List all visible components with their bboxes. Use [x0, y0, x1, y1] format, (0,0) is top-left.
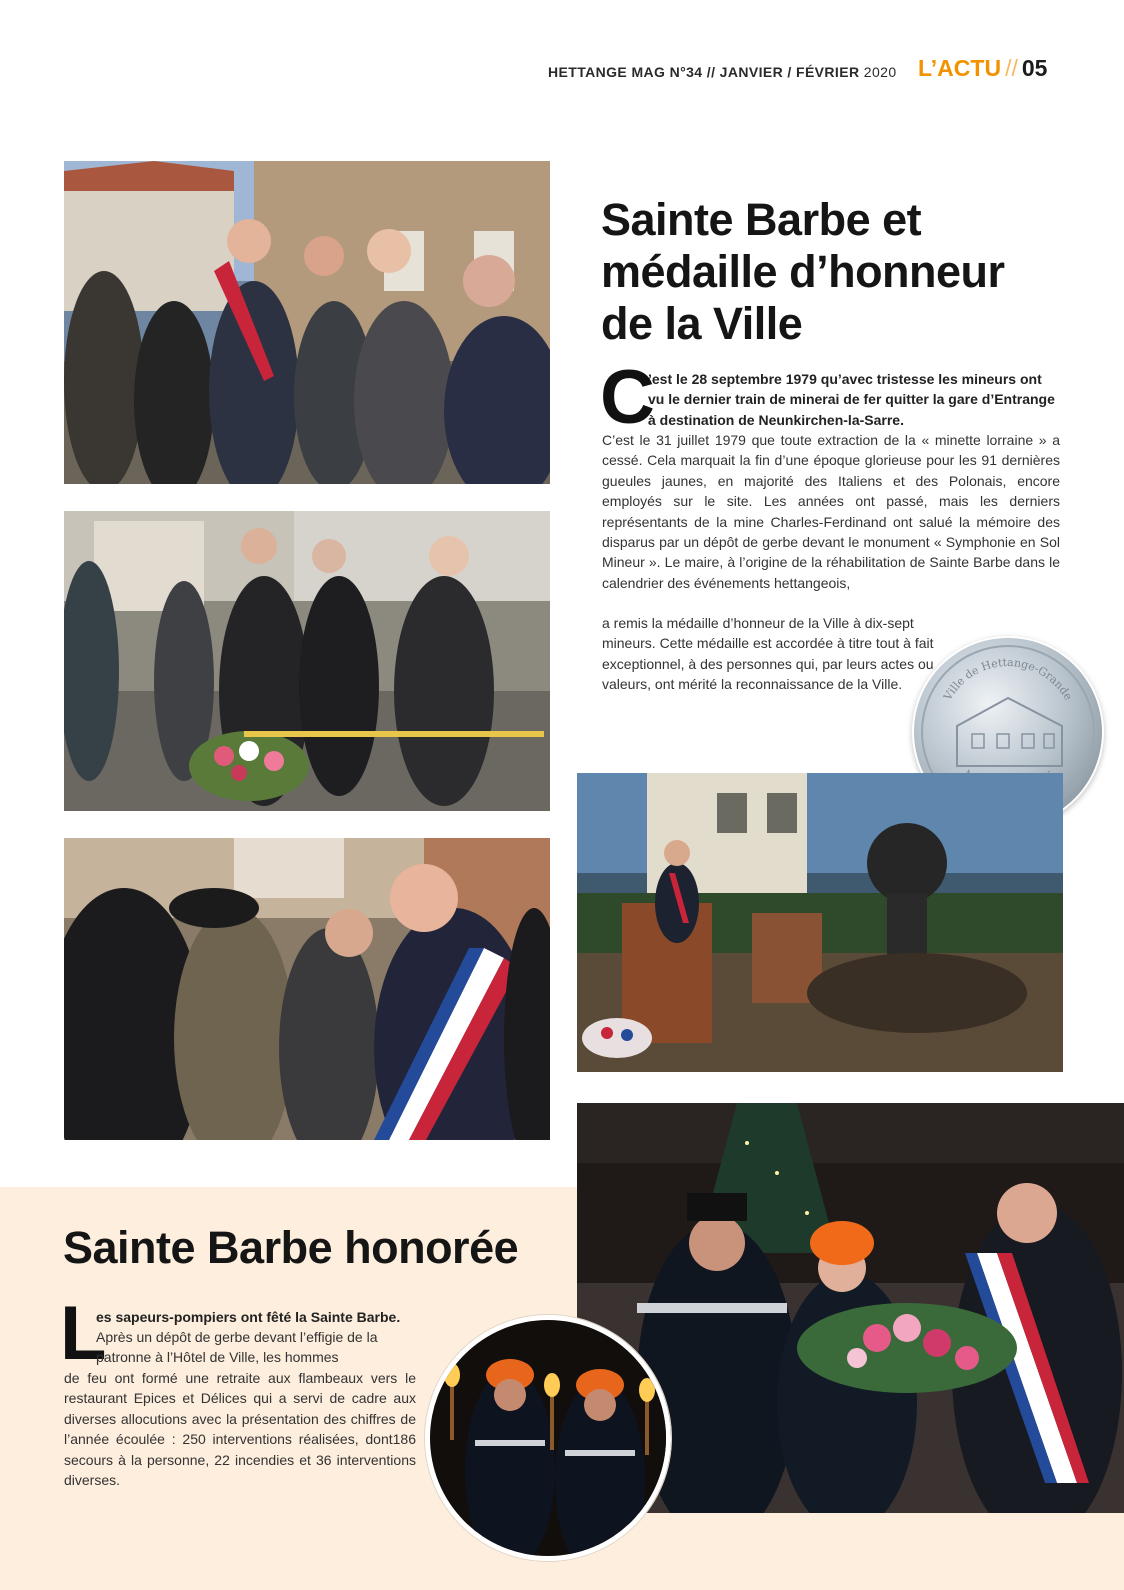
- title-line: de la Ville: [601, 298, 803, 349]
- article-title-sainte-barbe-honoree: Sainte Barbe honorée: [63, 1222, 519, 1273]
- article-title-sainte-barbe-medaille: [601, 194, 1071, 350]
- magazine-issue-info: [548, 64, 897, 80]
- article1-body: C’est le 31 juillet 1979 que toute extraction de la « minette lorraine » a cessé. Cela marquait la fin d’une époque glorieuse pour les 91 dernières gueules jaunes, en majorité des Italiens et des Polonais, encore employés sur le site. Les années ont passé, mais les derniers représentants de la mine Charles-Ferdinand ont salué la mémoire des disparus par un dépôt de gerbe devant le monument « Symphonie en Sol Mineur ». Le maire, à l’origine de la réhabilitation de Sainte Barbe dans le calendrier des événements hettangeois,: [602, 432, 1060, 591]
- title-line: Sainte Barbe et: [601, 194, 922, 245]
- issue-year: 2020: [863, 64, 897, 80]
- article2-lead: es sapeurs-pompiers ont fêté la Sainte Barbe.: [96, 1309, 401, 1325]
- section-separator: //: [1005, 55, 1018, 81]
- article1-lead: ’est le 28 septembre 1979 qu’avec tristesse les mineurs ont vu le dernier train de minerai de fer quitter la gare d’Entrange à destination de Neunkirchen-la-Sarre.: [648, 371, 1055, 428]
- issue-label: HETTANGE MAG N°34 // JANVIER / FÉVRIER: [548, 64, 860, 80]
- dropcap-l: L: [60, 1291, 107, 1376]
- photo-torch-procession: [425, 1315, 671, 1561]
- photo-monument-speech: [577, 773, 1063, 1072]
- title-line: médaille d’honneur: [601, 246, 1005, 297]
- article2-body: de feu ont formé une retraite aux flambeaux vers le restaurant Epices et Délices qui a servi de cadre aux diverses allocutions avec la présentation des chiffres de l’année écoulée : 250 interventions réalisées, dont186 secours à la personne, 22 incendies et 36 interventions diverses.: [64, 1370, 416, 1489]
- photo-medal-ceremony: [64, 161, 550, 484]
- section-name: L’ACTU: [918, 55, 1002, 81]
- photo-wreath-laying: [64, 511, 550, 811]
- page-number: 05: [1021, 55, 1048, 81]
- article2-body-indented: Après un dépôt de gerbe devant l’effigie de la patronne à l’Hôtel de Ville, les hommes: [96, 1329, 378, 1366]
- dropcap-c: C: [600, 355, 655, 440]
- article1-body-continued: a remis la médaille d’honneur de la Ville à dix-sept mineurs. Cette médaille est accordée à titre tout à fait exceptionnel, à des personnes qui, par leurs actes ou valeurs, ont mérité la reconnaissance de la Ville.: [602, 615, 934, 693]
- section-header: [918, 55, 1047, 82]
- photo-mayor-greeting: [64, 838, 550, 1140]
- medal-inscription-top: Ville de Hettange-Grande: [941, 655, 1075, 703]
